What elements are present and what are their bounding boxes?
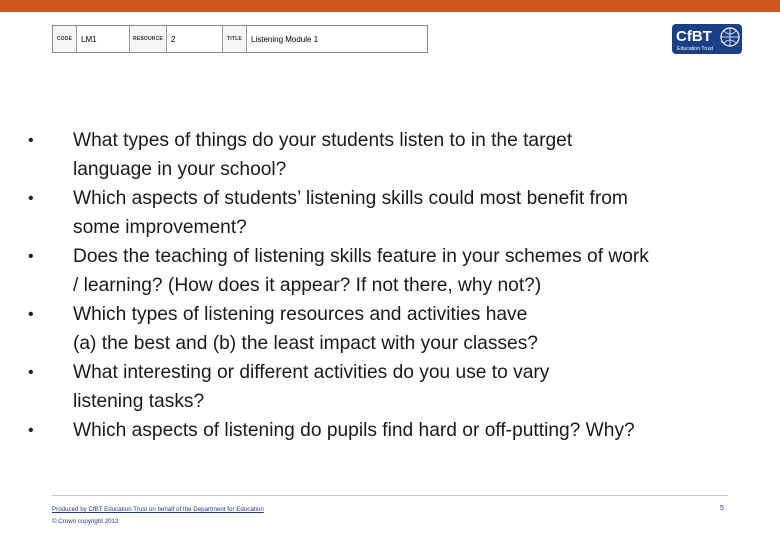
- list-item: [28, 358, 758, 416]
- list-item: [28, 242, 758, 300]
- list-item-line: language in your school?: [73, 159, 287, 180]
- list-item: [28, 126, 758, 184]
- list-item-line: some improvement?: [73, 217, 247, 238]
- top-accent-bar: [0, 0, 780, 12]
- code-value: LM1: [77, 26, 130, 52]
- copyright-notice: © Crown copyright 2012: [52, 518, 119, 525]
- bullet-icon: •: [28, 132, 34, 149]
- list-item-line: What types of things do your students listen to in the target: [73, 130, 573, 151]
- title-label: TITLE: [223, 26, 247, 52]
- bullet-icon: •: [28, 190, 34, 207]
- code-label: CODE: [53, 26, 77, 52]
- logo-text: CfBT: [676, 28, 712, 45]
- list-item-line: Which aspects of students’ listening skills could most benefit from: [73, 188, 628, 209]
- resource-label: RESOURCE: [130, 26, 167, 52]
- list-item: [28, 416, 758, 445]
- page-number: 5: [720, 505, 724, 512]
- list-item-line: listening tasks?: [73, 391, 205, 412]
- list-item-line: Which aspects of listening do pupils find hard or off-putting? Why?: [73, 420, 635, 441]
- title-value: Listening Module 1: [251, 34, 319, 44]
- list-item: [28, 184, 758, 242]
- bullet-icon: •: [28, 248, 34, 265]
- bullet-icon: •: [28, 364, 34, 381]
- list-item-line: What interesting or different activities do you use to vary: [73, 362, 550, 383]
- bullet-icon: •: [28, 422, 34, 439]
- list-item: [28, 300, 758, 358]
- resource-meta-table: [52, 25, 428, 53]
- produced-by-link[interactable]: Produced by CfBT Education Trust on behalf of the Department for Education: [52, 506, 264, 513]
- discussion-questions-list: [28, 126, 758, 445]
- list-item-line: / learning? (How does it appear? If not there, why not?): [73, 275, 542, 296]
- logo-subtext: Education Trust: [677, 46, 714, 52]
- bullet-icon: •: [28, 306, 34, 323]
- resource-value: 2: [167, 26, 223, 52]
- list-item-line: Which types of listening resources and activities have: [73, 304, 528, 325]
- list-item-line: (a) the best and (b) the least impact with your classes?: [73, 333, 538, 354]
- cfbt-logo: [672, 24, 742, 54]
- footer-divider: [52, 495, 728, 496]
- list-item-line: Does the teaching of listening skills feature in your schemes of work: [73, 246, 649, 267]
